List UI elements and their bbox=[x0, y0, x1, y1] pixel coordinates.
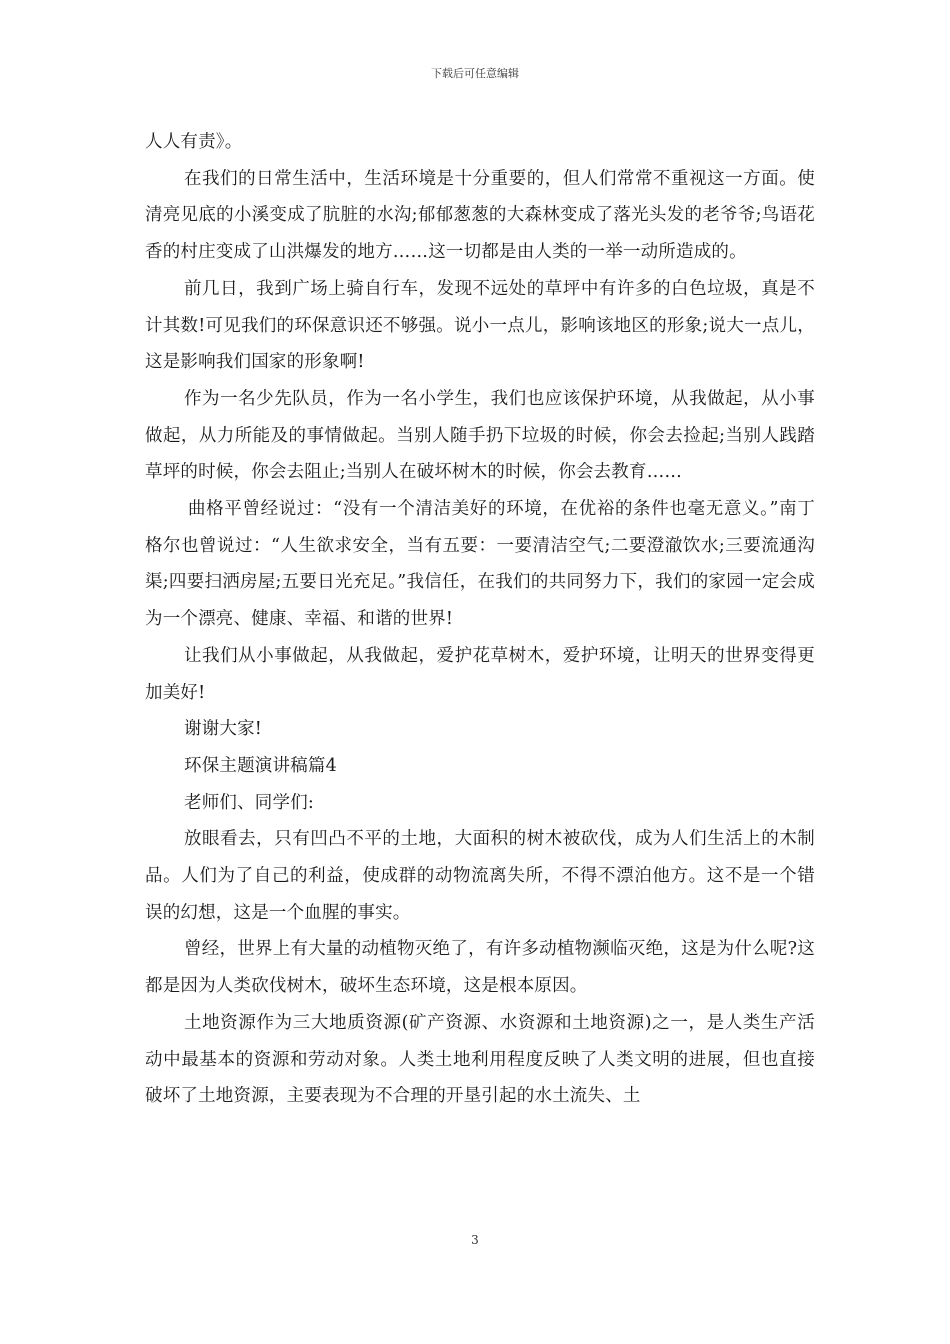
page-number: 3 bbox=[471, 1233, 479, 1247]
paragraph-deforestation: 放眼看去，只有凹凸不平的土地，大面积的树木被砍伐，成为人们生活上的木制品。人们为了自己的利益，使成群的动物流离失所，不得不漂泊他方。这不是一个错误的幻想，这是一个血腥的事实。 bbox=[145, 829, 815, 923]
paragraph-salutation: 老师们、同学们: bbox=[184, 792, 314, 813]
paragraph-young-pioneer: 作为一名少先队员，作为一名小学生，我们也应该保护环境，从我做起，从小事做起，从力所能及的事情做起。当别人随手扔下垃圾的时候，你会去捡起;当别人践踏草坪的时候，你会去阻止;当别人在破坏树木的时候，你会去教育…… bbox=[145, 388, 815, 483]
paragraph-land-resources: 土地资源作为三大地质资源(矿产资源、水资源和土地资源)之一，是人类生产活动中最基本的资源和劳动对象。人类土地利用程度反映了人类文明的进展，但也直接破坏了土地资源，主要表现为不合理的开垦引起的水土流失、土 bbox=[145, 1012, 815, 1107]
paragraph-extinction: 曾经，世界上有大量的动植物灭绝了，有许多动植物濒临灭绝，这是为什么呢?这都是因为人类砍伐树木，破坏生态环境，这是根本原因。 bbox=[145, 939, 815, 997]
document-body bbox=[145, 124, 815, 1115]
page-header-note: 下载后可任意编辑 bbox=[431, 67, 519, 80]
paragraph-continuation: 人人有责》。 bbox=[145, 132, 243, 152]
paragraph-quotes: 曲格平曾经说过：“没有一个清洁美好的环境，在优裕的条件也毫无意义。”南丁格尔也曾说过：“人生欲求安全，当有五要：一要清洁空气;二要澄澈饮水;三要流通沟渠;四要扫洒房屋;五要日光充足。”我信任，在我们的共同努力下，我们的家园一定会成为一个漂亮、健康、幸福、和谐的世界! bbox=[145, 499, 815, 630]
paragraph-thanks: 谢谢大家! bbox=[184, 719, 263, 740]
section-title: 环保主题演讲稿篇4 bbox=[184, 755, 337, 776]
paragraph-square-litter: 前几日，我到广场上骑自行车，发现不远处的草坪中有许多的白色垃圾，真是不计其数!可见我们的环保意识还不够强。说小一点儿，影响该地区的形象;说大一点儿，这是影响我们国家的形象啊! bbox=[145, 278, 815, 373]
paragraph-call-to-action: 让我们从小事做起，从我做起，爱护花草树木，爱护环境，让明天的世界变得更加美好! bbox=[145, 645, 815, 703]
paragraph-daily-life: 在我们的日常生活中，生活环境是十分重要的，但人们常常不重视这一方面。使清亮见底的小溪变成了肮脏的水沟;郁郁葱葱的大森林变成了落光头发的老爷爷;鸟语花香的村庄变成了山洪爆发的地方……这一切都是由人类的一举一动所造成的。 bbox=[145, 168, 815, 263]
